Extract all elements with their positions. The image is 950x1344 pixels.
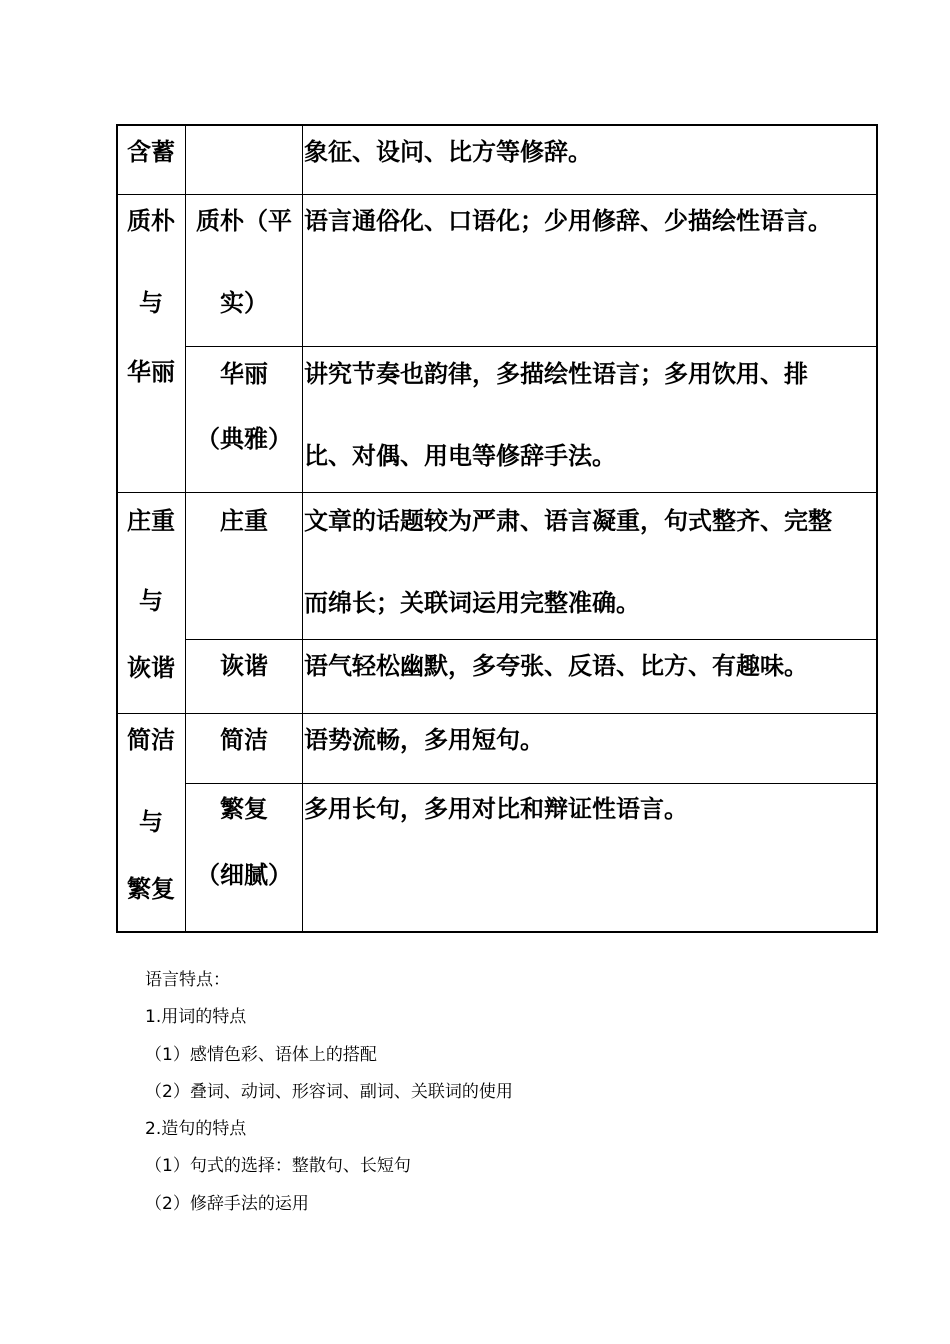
subtype-name: 简洁	[220, 726, 268, 754]
table-border-right	[876, 124, 878, 933]
style-name: 庄重	[127, 507, 175, 535]
subtype-name: 庄重	[220, 507, 268, 535]
style-name: 繁复	[127, 875, 175, 903]
row-divider	[116, 713, 878, 714]
style-description: 语言通俗化、口语化；少用修辞、少描绘性语言。	[304, 207, 832, 235]
subtype-name: 质朴（平	[196, 207, 292, 235]
notes-line: （1）感情色彩、语体上的搭配	[145, 1044, 377, 1065]
style-name: 简洁	[127, 726, 175, 754]
style-name: 诙谐	[127, 654, 175, 682]
notes-line: （2）叠词、动词、形容词、副词、关联词的使用	[145, 1081, 513, 1102]
row-divider	[186, 346, 878, 347]
style-description: 多用长句，多用对比和辩证性语言。	[304, 795, 688, 823]
table-border-top	[116, 124, 878, 126]
row-divider	[186, 639, 878, 640]
style-description: 象征、设问、比方等修辞。	[304, 138, 592, 166]
style-name: 与	[139, 587, 163, 615]
subtype-name: 实）	[220, 289, 268, 317]
style-description: 讲究节奏也韵律，多描绘性语言；多用饮用、排	[304, 360, 808, 388]
row-divider	[116, 194, 878, 195]
style-description: 比、对偶、用电等修辞手法。	[304, 442, 616, 470]
subtype-name: 诙谐	[220, 652, 268, 680]
subtype-name: 繁复	[220, 795, 268, 823]
style-name: 质朴	[127, 207, 175, 235]
style-name: 与	[139, 289, 163, 317]
style-name: 华丽	[127, 358, 175, 386]
style-name: 含蓄	[127, 138, 175, 166]
style-description: 文章的话题较为严肃、语言凝重，句式整齐、完整	[304, 507, 832, 535]
notes-line: 2.造句的特点	[145, 1119, 247, 1140]
language-style-table	[116, 124, 878, 932]
notes-line: （1）句式的选择：整散句、长短句	[145, 1156, 411, 1177]
subtype-name: （细腻）	[196, 861, 292, 889]
column-divider	[302, 124, 303, 933]
style-name: 与	[139, 808, 163, 836]
language-features-notes	[145, 962, 513, 1223]
table-border-bottom	[116, 931, 878, 933]
notes-line: 1.用词的特点	[145, 1007, 247, 1028]
style-description: 语势流畅，多用短句。	[304, 726, 544, 754]
row-divider	[116, 492, 878, 493]
subtype-name: 华丽	[220, 360, 268, 388]
style-description: 而绵长；关联词运用完整准确。	[304, 589, 640, 617]
row-divider	[186, 783, 878, 784]
subtype-name: （典雅）	[196, 425, 292, 453]
notes-heading: 语言特点：	[145, 970, 230, 990]
notes-line: （2）修辞手法的运用	[145, 1193, 309, 1214]
style-description: 语气轻松幽默，多夸张、反语、比方、有趣味。	[304, 652, 808, 680]
